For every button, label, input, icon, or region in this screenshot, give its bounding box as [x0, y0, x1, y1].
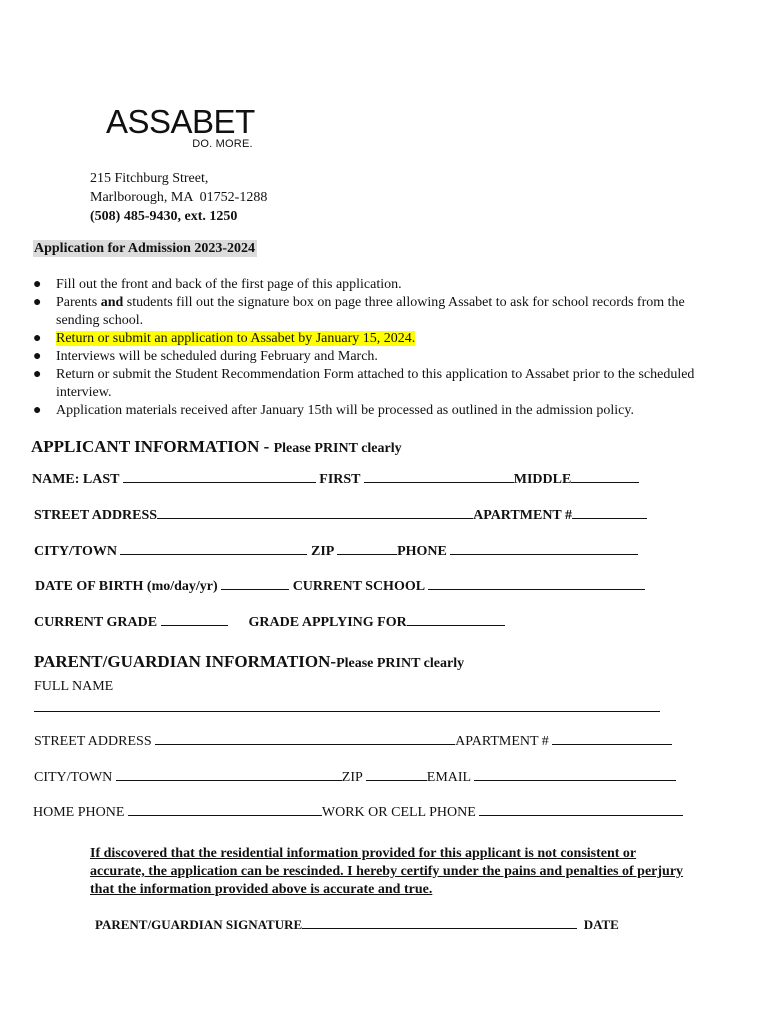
instruction-item: ● Fill out the front and back of the first page of this application. — [33, 277, 402, 292]
instruction-list — [33, 276, 713, 420]
dob-field[interactable] — [221, 577, 289, 590]
address-line-1: 215 Fitchburg Street, — [90, 171, 209, 186]
assabet-logo — [106, 104, 255, 150]
phone-field[interactable] — [450, 542, 638, 555]
address-phone: (508) 485-9430, ext. 1250 — [90, 209, 238, 224]
middle-name-field[interactable] — [571, 470, 639, 483]
guardian-address-row: STREET ADDRESS APARTMENT # — [34, 732, 672, 750]
applicant-address-row: STREET ADDRESS APARTMENT # — [34, 506, 647, 524]
applicant-grade-row: CURRENT GRADE GRADE APPLYING FOR — [34, 613, 505, 631]
bullet-icon: ● — [33, 277, 42, 292]
bullet-icon: ● — [33, 295, 42, 310]
logo-tagline: DO. MORE. — [192, 138, 253, 150]
instruction-item: ● Application materials received after January 15th will be processed as outlined in the admission policy. — [33, 403, 634, 418]
instruction-item: ● Parents and students fill out the signature box on page three allowing Assabet to ask for school records from the sending school. — [33, 295, 685, 328]
instruction-item: ● Interviews will be scheduled during February and March. — [33, 349, 378, 364]
work-phone-field[interactable] — [479, 803, 683, 816]
bullet-icon: ● — [33, 331, 42, 346]
applicant-city-row: CITY/TOWN ZIP PHONE — [34, 542, 638, 560]
signature-row: PARENT/GUARDIAN SIGNATURE DATE — [95, 917, 619, 932]
bullet-icon: ● — [33, 367, 42, 382]
bullet-icon: ● — [33, 403, 42, 418]
zip-field[interactable] — [337, 542, 397, 555]
grade-applying-field[interactable] — [407, 613, 505, 626]
guardian-zip-field[interactable] — [366, 768, 427, 781]
first-name-field[interactable] — [364, 470, 514, 483]
guardian-email-field[interactable] — [474, 768, 676, 781]
address-line-2: Marlborough, MA 01752-1288 — [90, 190, 268, 205]
certification-statement: If discovered that the residential information provided for this applicant is not consistent or accurate, the application can be rescinded. I hereby certify under the pains and penalties of perjury that the information provided above is accurate and true. — [90, 846, 684, 897]
guardian-full-name-label: FULL NAME — [34, 679, 114, 694]
school-address — [90, 169, 267, 226]
applicant-section-heading: APPLICANT INFORMATION - Please PRINT clearly — [31, 437, 402, 456]
instruction-item: ● Return or submit the Student Recommendation Form attached to this application to Assabet prior to the scheduled interview. — [33, 367, 695, 400]
guardian-phone-row: HOME PHONE WORK OR CELL PHONE — [33, 803, 683, 821]
last-name-field[interactable] — [123, 470, 316, 483]
bullet-icon: ● — [33, 349, 42, 364]
current-grade-field[interactable] — [161, 613, 228, 626]
current-school-field[interactable] — [428, 577, 645, 590]
guardian-city-row: CITY/TOWN ZIP EMAIL — [34, 768, 676, 786]
guardian-section-heading: PARENT/GUARDIAN INFORMATION-Please PRINT clearly — [34, 652, 465, 671]
highlighted-deadline: Return or submit an application to Assabet by January 15, 2024. — [56, 331, 416, 346]
guardian-street-field[interactable] — [155, 732, 455, 745]
instruction-item — [33, 330, 713, 348]
application-title: Application for Admission 2023-2024 — [34, 241, 256, 256]
city-field[interactable] — [120, 542, 307, 555]
apartment-field[interactable] — [572, 506, 647, 519]
street-address-field[interactable] — [157, 506, 473, 519]
applicant-name-row: NAME: LAST FIRST MIDDLE — [32, 470, 639, 488]
guardian-apartment-field[interactable] — [552, 732, 672, 745]
full-name-field[interactable] — [34, 711, 660, 712]
home-phone-field[interactable] — [128, 803, 322, 816]
logo-wordmark: ASSABET — [106, 103, 255, 140]
signature-field[interactable] — [302, 916, 577, 929]
applicant-dob-row: DATE OF BIRTH (mo/day/yr) CURRENT SCHOOL — [35, 577, 645, 595]
guardian-city-field[interactable] — [116, 768, 342, 781]
